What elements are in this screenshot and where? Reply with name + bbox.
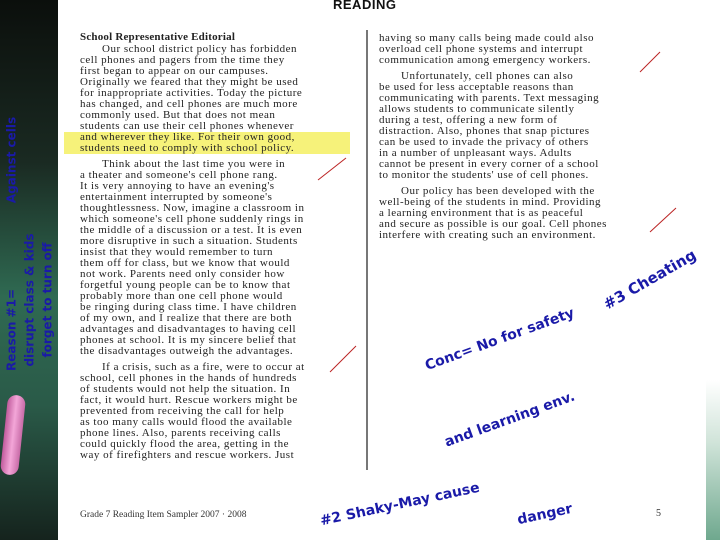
pen-mark [640, 52, 660, 72]
text-line: not work. Parents need only consider how [80, 268, 285, 280]
annotation-reason2: #2 Shaky-May cause [318, 479, 482, 530]
page-number: 5 [656, 508, 661, 519]
page-heading: READING [333, 0, 397, 12]
column-divider [366, 30, 368, 470]
text-line: during a test, offering a new form of [379, 114, 558, 126]
text-line: school, cell phones in the hands of hundreds [80, 372, 297, 384]
text-line: insist that they would remember to turn [80, 246, 274, 258]
text-line: a learning environment that is as peaceful [379, 207, 584, 219]
footer-text: Grade 7 Reading Item Sampler 2007 · 2008 [80, 510, 247, 520]
text-line: commonly used. But that does not mean [80, 109, 276, 121]
pen-mark [650, 208, 676, 232]
annotation-reason1-forget: forget to turn off [40, 242, 55, 358]
text-line: more disruptive in such a situation. Students [80, 235, 298, 247]
text-line: of students would not help the situation. In [80, 383, 291, 395]
text-line: can be used to invade the privacy of others [379, 136, 589, 148]
highlighted-text-line: and wherever they like. For their own good, [64, 132, 350, 143]
text-line: the middle of a discussion or a test. It is even [80, 224, 303, 236]
text-line: cell phones and pagers from the time they [80, 54, 285, 66]
text-line: communicating with parents. Text messaging [379, 92, 600, 104]
text-line: Originally we feared that they might be used [80, 76, 299, 88]
right-column [379, 33, 607, 241]
text-line: has changed, and cell phones are much more [80, 98, 298, 110]
text-line: thoughtlessness. Now, imagine a classroom in [80, 202, 305, 214]
text-line: probably more than one cell phone would [80, 290, 283, 302]
text-line: as too many calls would flood the available [80, 416, 293, 428]
text-line: phone lines. Also, parents receiving calls [80, 427, 281, 439]
text-line: a theater and someone's cell phone rang. [80, 169, 278, 181]
text-line: prevented from receiving the call for help [80, 405, 285, 417]
chalkboard-edge [706, 380, 720, 540]
text-line: having so many calls being made could also [379, 32, 594, 44]
text-line: in a number of unpleasant ways. Adults [379, 147, 572, 159]
text-line: which someone's cell phone suddenly rings in [80, 213, 304, 225]
annotation-reason1-disrupt: disrupt class & kids [22, 233, 37, 367]
text-line: phones at school. It is my sincere belief that [80, 334, 297, 346]
annotation-reason2-danger: danger [515, 500, 574, 529]
text-line: Think about the last time you were in [102, 158, 286, 170]
text-line: to monitor the students' use of cell phones. [379, 169, 589, 181]
text-line: well-being of the students in mind. Providing [379, 196, 602, 208]
text-line: Our school district policy has forbidden [102, 43, 298, 55]
text-line: and secure as possible is our goal. Cell phones [379, 218, 607, 230]
text-line: forgetful young people can be to know that [80, 279, 291, 291]
text-line: of my own, and I realize that there are both [80, 312, 292, 324]
chalk-image [0, 394, 26, 475]
text-line: If a crisis, such as a fire, were to occur at [102, 361, 305, 373]
text-line: It is very annoying to have an evening's [80, 180, 275, 192]
annotation-conclusion: Conc= No for safety [423, 305, 577, 375]
text-line: Unfortunately, cell phones can also [401, 70, 574, 82]
text-line: them off for class, but we know that would [80, 257, 290, 269]
text-line: be used for less acceptable reasons than [379, 81, 574, 93]
text-line: advantages and disadvantages to having cell [80, 323, 297, 335]
text-line: interfere with creating such an environment. [379, 229, 596, 241]
text-line: Our policy has been developed with the [401, 185, 595, 197]
text-line: students can use their cell phones whenever [80, 120, 294, 132]
annotation-against: Against cells [4, 116, 19, 204]
text-line: could quickly flood the area, getting in the [80, 438, 289, 450]
left-column [80, 32, 350, 461]
annotation-reason1: Reason #1= [4, 288, 19, 372]
highlighted-text-line: students need to comply with school policy. [64, 143, 350, 154]
text-line: first began to appear on our campuses. [80, 65, 269, 77]
text-line: way of firefighters and rescue workers. Just [80, 449, 295, 461]
article-title: School Representative Editorial [80, 31, 236, 43]
text-line: cannot be present in every corner of a school [379, 158, 599, 170]
text-line: overload cell phone systems and interrupt [379, 43, 584, 55]
annotation-reason3: #3 Cheating [600, 245, 700, 314]
text-line: be ringing during class time. I have children [80, 301, 297, 313]
text-line: for inappropriate activities. Today the picture [80, 87, 303, 99]
annotation-conclusion-line2: and learning env. [442, 388, 578, 451]
text-line: entertainment interrupted by someone's [80, 191, 273, 203]
text-line: the disadvantages outweigh the advantages. [80, 345, 294, 357]
text-line: fact, it would hurt. Rescue workers might be [80, 394, 298, 406]
text-line: communication among emergency workers. [379, 54, 591, 66]
text-line: allows students to communicate silently [379, 103, 575, 115]
text-line: distraction. Also, phones that snap pictures [379, 125, 590, 137]
